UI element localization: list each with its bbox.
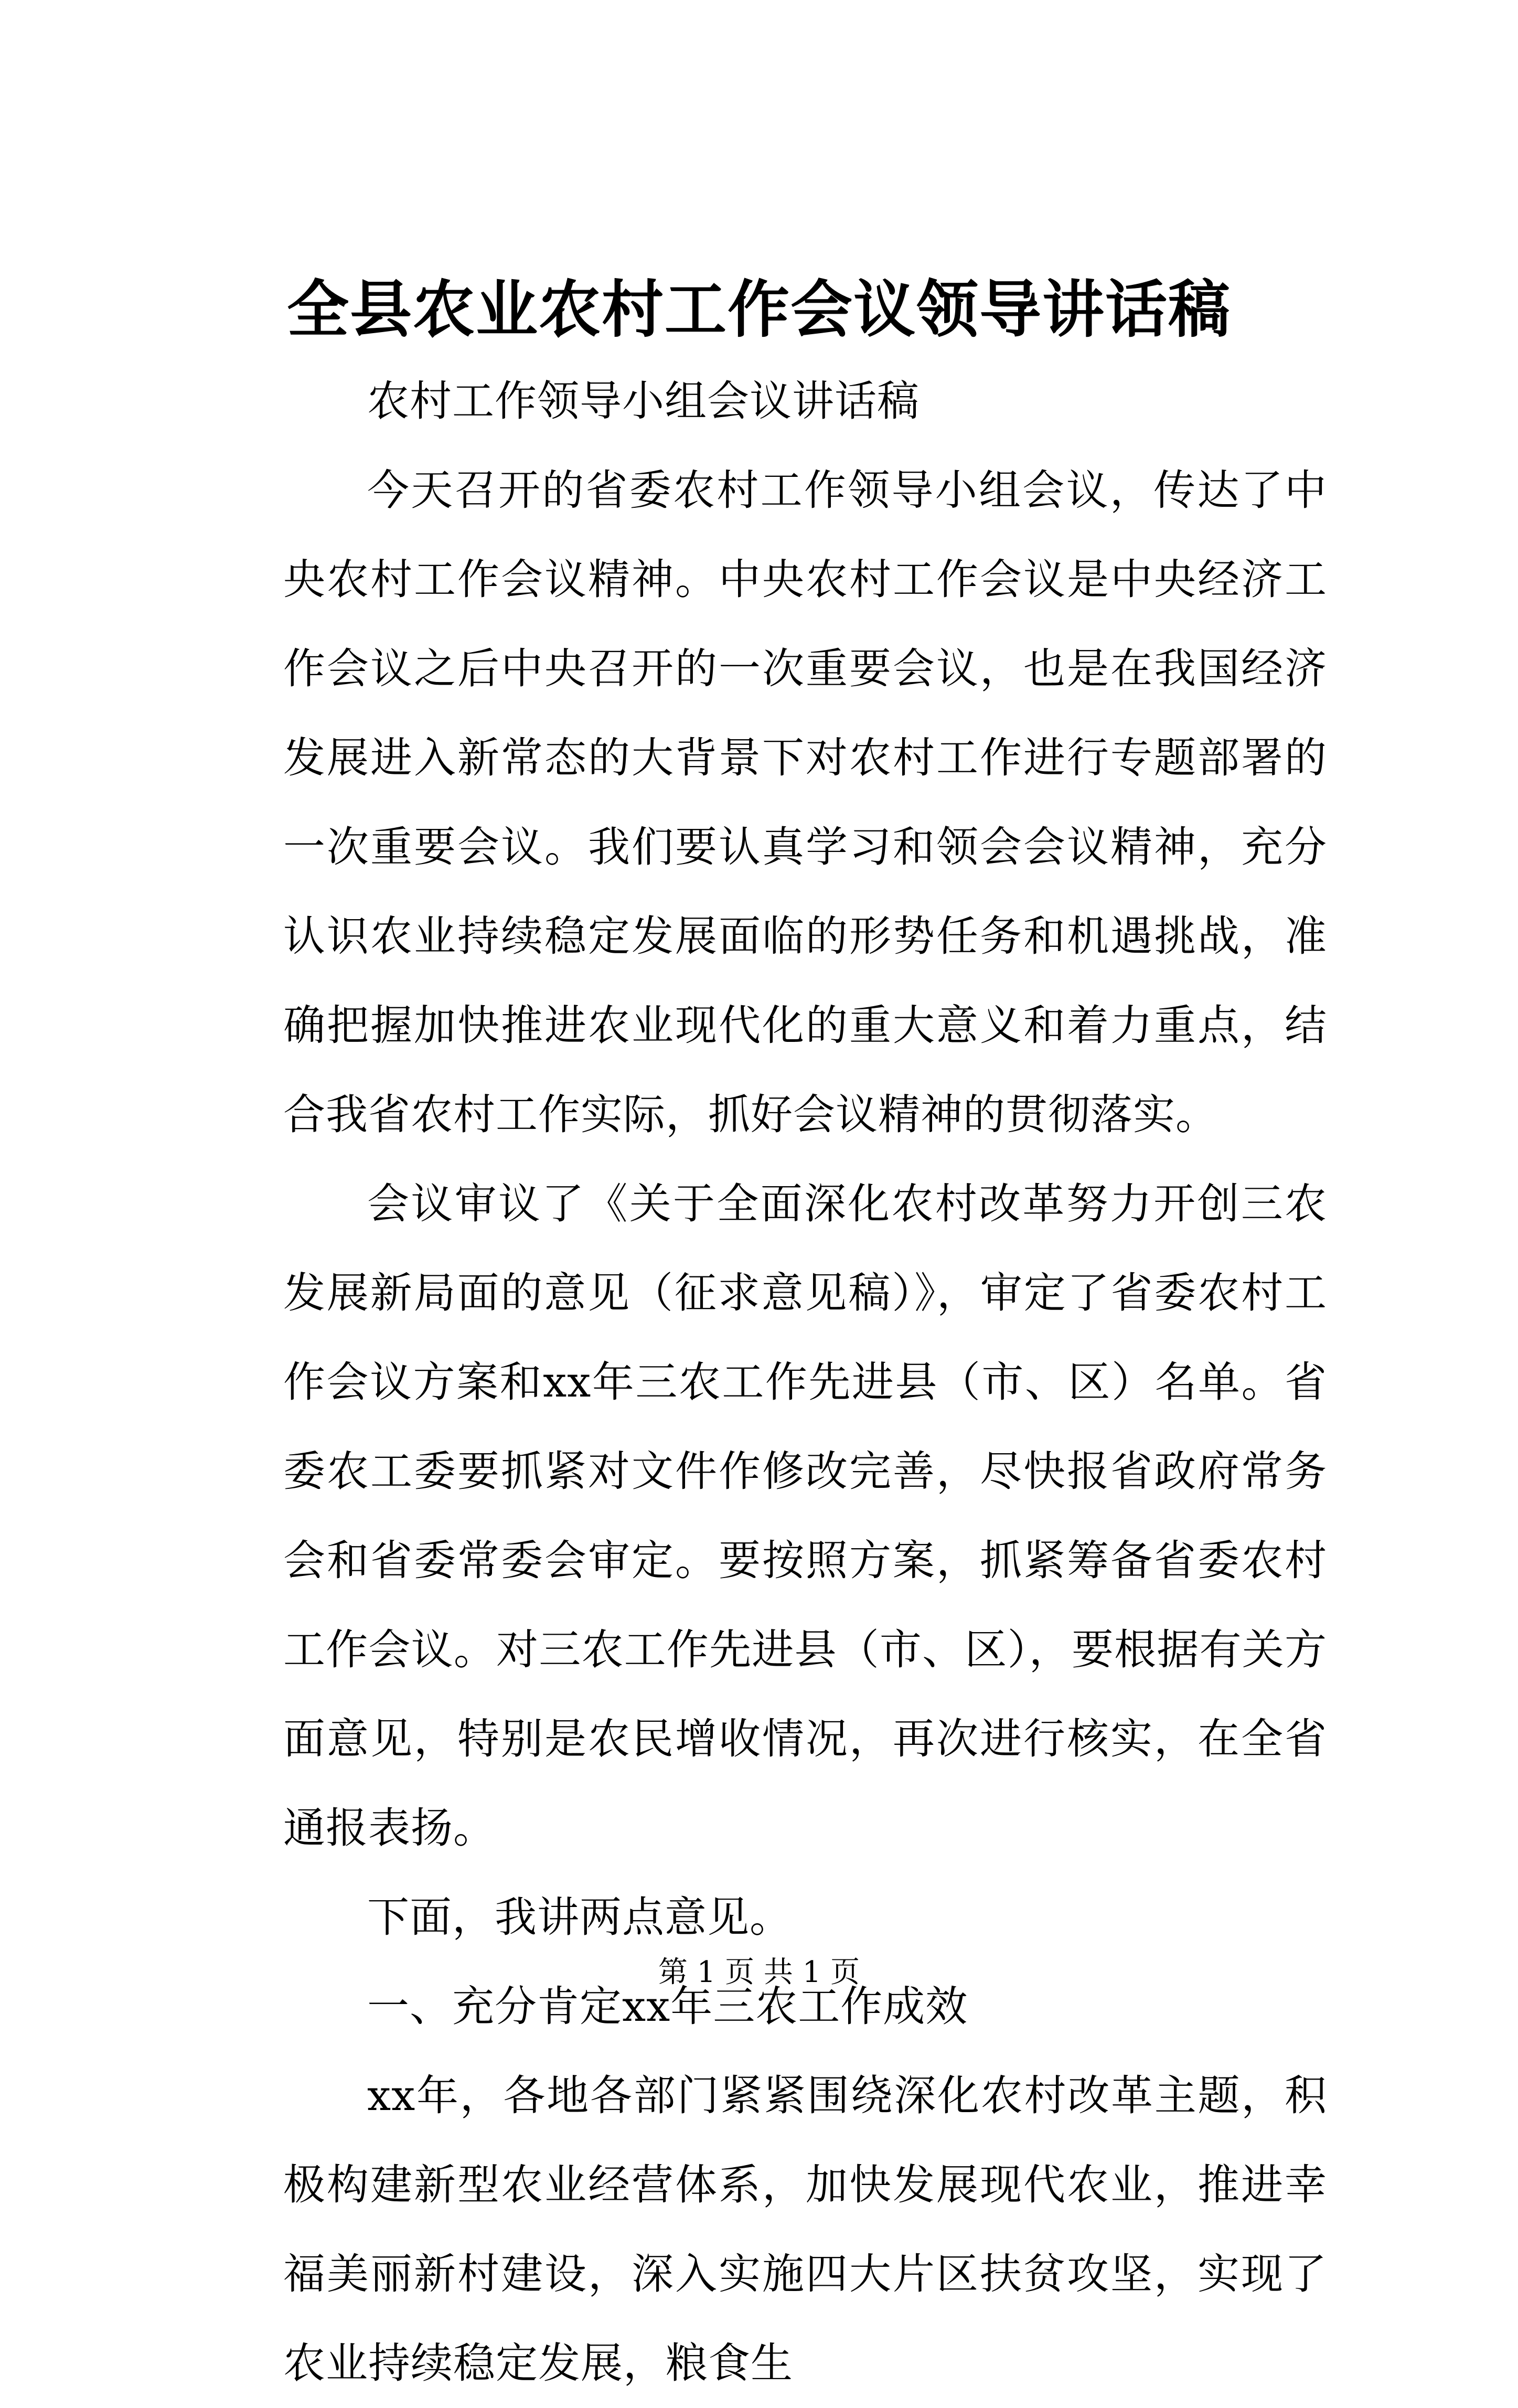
body-paragraph: 会议审议了《关于全面深化农村改革努力开创三农发展新局面的意见（征求意见稿）》，审定了省委农村工作会议方案和xx年三农工作先进县（市、区）名单。省委农工委要抓紧对文件作修改完善，尽快报省政府常务会和省委常委会审定。要按照方案，抓紧筹备省委农村工作会议。对三农工作先进县（市、区），要根据有关方面意见，特别是农民增收情况，再次进行核实，在全省通报表扬。 (283, 1179, 1327, 1852)
page-footer: 第 1 页 共 1 页 (658, 1955, 860, 1989)
section-heading: 一、充分肯定xx年三农工作成效 (367, 1982, 968, 2031)
document-body (283, 357, 1327, 2408)
subtitle-paragraph: 农村工作领导小组会议讲话稿 (367, 377, 920, 425)
body-paragraph: xx年，各地各部门紧紧围绕深化农村改革主题，积极构建新型农业经营体系，加快发展现代农业，推进幸福美丽新村建设，深入实施四大片区扶贫攻坚，实现了农业持续稳定发展，粮食生 (283, 2071, 1327, 2388)
body-paragraph: 今天召开的省委农村工作领导小组会议，传达了中央农村工作会议精神。中央农村工作会议是中央经济工作会议之后中央召开的一次重要会议，也是在我国经济发展进入新常态的大背景下对农村工作进行专题部署的一次重要会议。我们要认真学习和领会会议精神，充分认识农业持续稳定发展面临的形势任务和机遇挑战，准确把握加快推进农业现代化的重大意义和着力重点，结合我省农村工作实际，抓好会议精神的贯彻落实。 (283, 466, 1327, 1139)
document-title: 全县农业农村工作会议领导讲话稿 (286, 273, 1231, 346)
body-paragraph: 下面，我讲两点意见。 (367, 1893, 792, 1942)
